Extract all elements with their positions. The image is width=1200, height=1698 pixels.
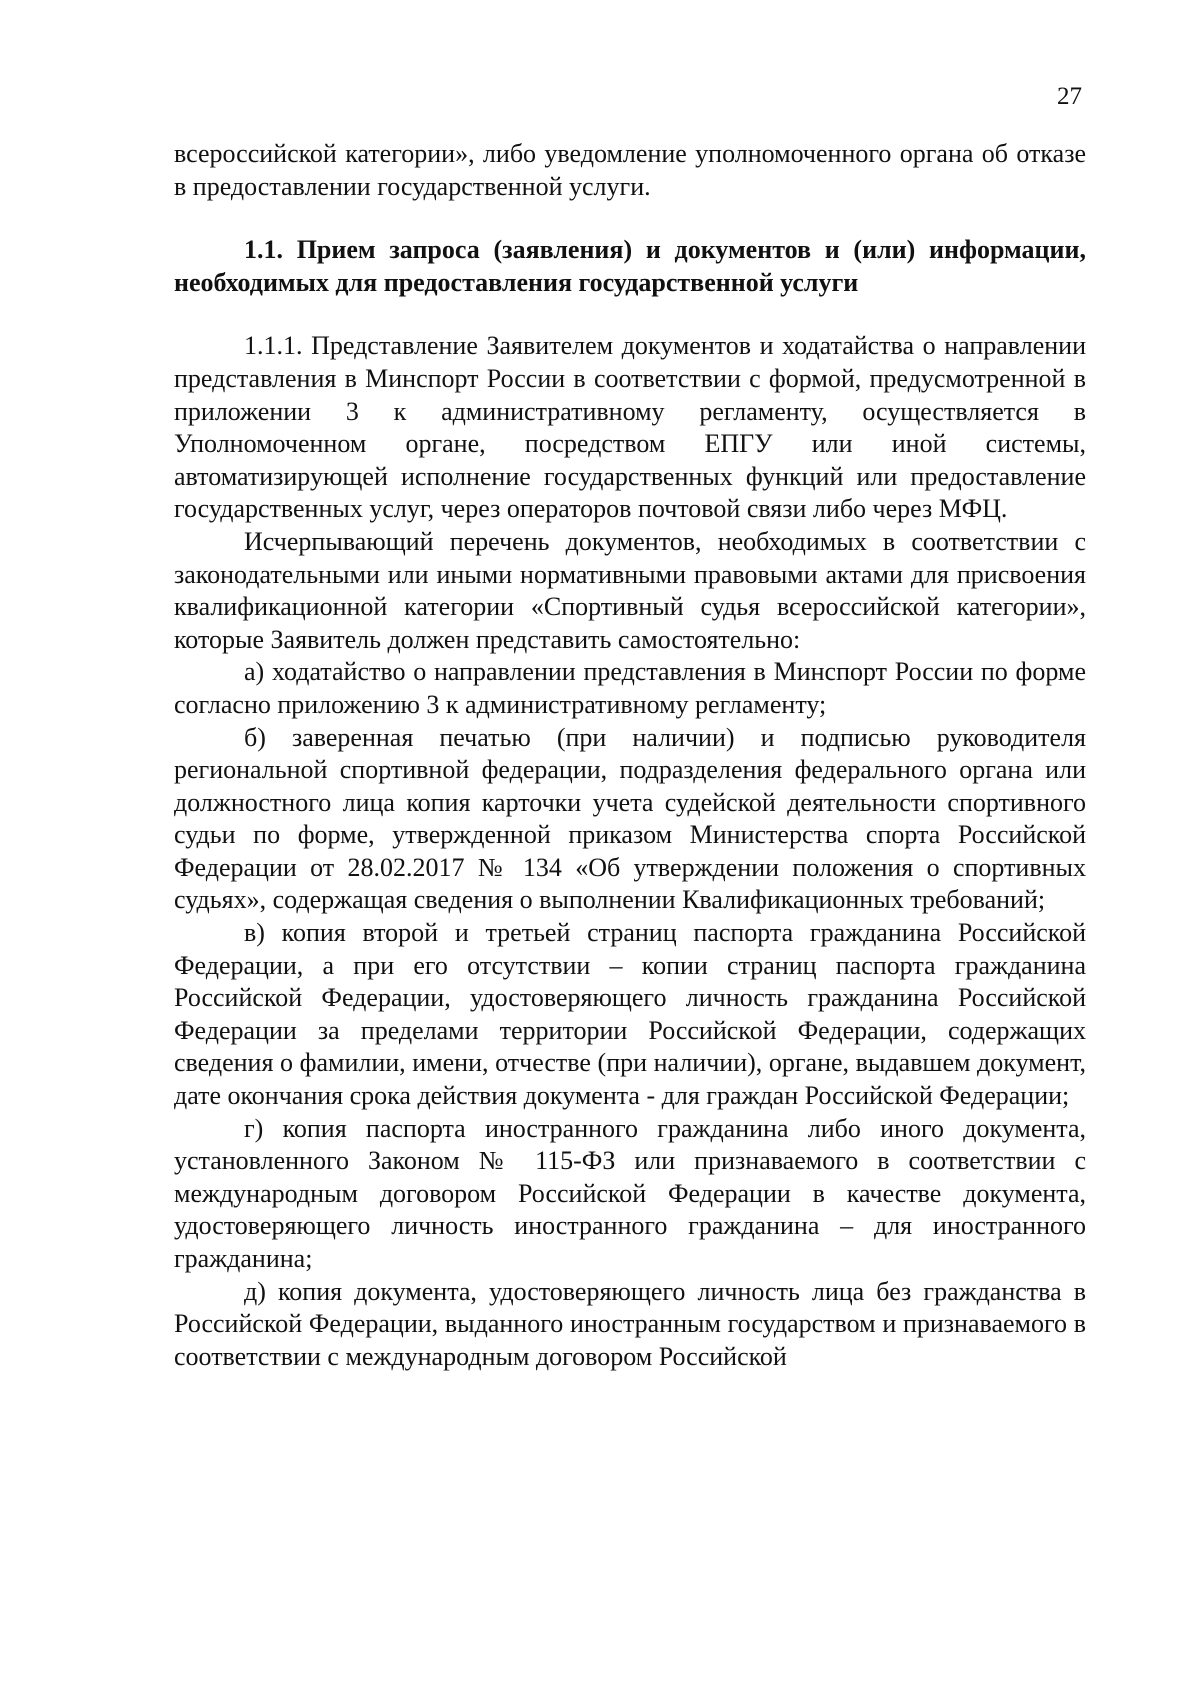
document-body <box>174 138 1086 1373</box>
paragraph-1-1-1: 1.1.1. Представление Заявителем документов и ходатайства о направлении представления в Минспорт России в соответствии с формой, предусмотренной в приложении 3 к административному регламенту, осуществляется в Уполномоченном органе, посредством ЕПГУ или иной системы, автоматизирующей исполнение государственных функций или предоставление государственных услуг, через операторов почтовой связи либо через МФЦ. <box>174 331 1086 524</box>
section-heading: 1.1. Прием запроса (заявления) и документов и (или) информации, необходимых для предоставления государственной услуги <box>174 235 1086 297</box>
page-number: 27 <box>1057 83 1082 110</box>
list-item-a: а) ходатайство о направлении представления в Минспорт России по форме согласно приложению 3 к административному регламенту; <box>174 657 1086 719</box>
list-item-v: в) копия второй и третьей страниц паспорта гражданина Российской Федерации, а при его отсутствии – копии страниц паспорта гражданина Российской Федерации, удостоверяющего личность гражданина Российской Федерации за пределами территории Российской Федерации, содержащих сведения о фамилии, имени, отчестве (при наличии), органе, выдавшем документ, дате окончания срока действия документа - для граждан Российской Федерации; <box>174 918 1086 1111</box>
paragraph-documents-list-intro: Исчерпывающий перечень документов, необходимых в соответствии с законодательными или иными нормативными правовыми актами для присвоения квалификационной категории «Спортивный судья всероссийской категории», которые Заявитель должен представить самостоятельно: <box>174 526 1086 654</box>
paragraph-continuation: всероссийской категории», либо уведомление уполномоченного органа об отказе в предоставлении государственной услуги. <box>174 139 1086 201</box>
list-item-g: г) копия паспорта иностранного гражданина либо иного документа, установленного Законом № 115-ФЗ или признаваемого в соответствии с международным договором Российской Федерации в качестве документа, удостоверяющего личность иностранного гражданина – для иностранного гражданина; <box>174 1113 1086 1273</box>
list-item-d: д) копия документа, удостоверяющего личность лица без гражданства в Российской Федерации, выданного иностранным государством и признаваемого в соответствии с международным договором Российской <box>174 1276 1086 1371</box>
list-item-b: б) заверенная печатью (при наличии) и подписью руководителя региональной спортивной федерации, подразделения федерального органа или должностного лица копия карточки учета судейской деятельности спортивного судьи по форме, утвержденной приказом Министерства спорта Российской Федерации от 28.02.2017 № 134 «Об утверждении положения о спортивных судьях», содержащая сведения о выполнении Квалификационных требований; <box>174 722 1086 915</box>
